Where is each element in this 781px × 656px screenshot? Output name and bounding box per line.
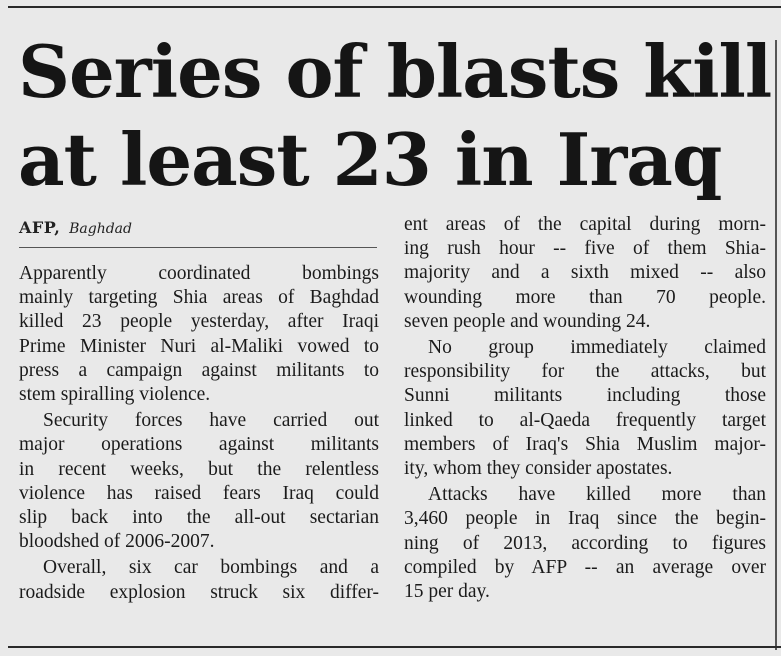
headline-line-1: Series of blasts kill <box>18 29 772 114</box>
body-line: responsibility for the attacks, but <box>404 361 766 383</box>
top-rule <box>8 6 781 8</box>
left-column <box>19 262 379 605</box>
headline <box>18 28 772 204</box>
byline <box>19 218 132 237</box>
body-line: Apparently coordinated bombings <box>19 263 379 284</box>
body-line: Prime Minister Nuri al-Maliki vowed to <box>19 335 379 357</box>
body-line: slip back into the all-out sectarian <box>19 507 379 529</box>
body-line: Sunni militants including those <box>404 385 766 407</box>
body-line: 3,460 people in Iraq since the begin- <box>404 508 766 530</box>
body-line: members of Iraq's Shia Muslim major- <box>404 433 766 455</box>
body-line: ent areas of the capital during morn- <box>404 214 766 235</box>
body-line: ning of 2013, according to figures <box>404 532 766 554</box>
byline-agency: AFP, <box>19 218 61 237</box>
body-line: majority and a sixth mixed -- also <box>404 262 766 284</box>
body-line: ity, whom they consider apostates. <box>404 458 673 480</box>
body-line: mainly targeting Shia areas of Baghdad <box>19 287 379 309</box>
right-edge-rule <box>775 40 777 650</box>
body-line: compiled by AFP -- an average over <box>404 556 766 578</box>
body-line: seven people and wounding 24. <box>404 310 651 332</box>
body-line: in recent weeks, but the relentless <box>19 458 379 480</box>
body-line: violence has raised fears Iraq could <box>19 482 379 504</box>
right-column <box>404 213 766 604</box>
byline-rule <box>19 247 377 248</box>
bottom-rule <box>8 646 781 648</box>
body-line: No group immediately claimed <box>428 337 766 359</box>
body-line: press a campaign against militants to <box>19 359 379 381</box>
body-line: Security forces have carried out <box>43 410 379 432</box>
body-line: Attacks have killed more than <box>428 484 766 506</box>
body-line: bloodshed of 2006-2007. <box>19 531 215 553</box>
body-line: stem spiralling violence. <box>19 384 211 406</box>
body-line: 15 per day. <box>404 581 490 603</box>
body-line: killed 23 people yesterday, after Iraqi <box>19 311 379 333</box>
body-line: roadside explosion struck six differ- <box>19 581 379 603</box>
body-line: Overall, six car bombings and a <box>43 557 379 579</box>
body-line: ing rush hour -- five of them Shia- <box>404 238 766 260</box>
byline-place: Baghdad <box>69 221 132 237</box>
headline-line-2: at least 23 in Iraq <box>18 117 722 202</box>
body-line: major operations against militants <box>19 434 379 456</box>
body-line: wounding more than 70 people. <box>404 286 766 308</box>
body-line: linked to al-Qaeda frequently target <box>404 409 766 431</box>
